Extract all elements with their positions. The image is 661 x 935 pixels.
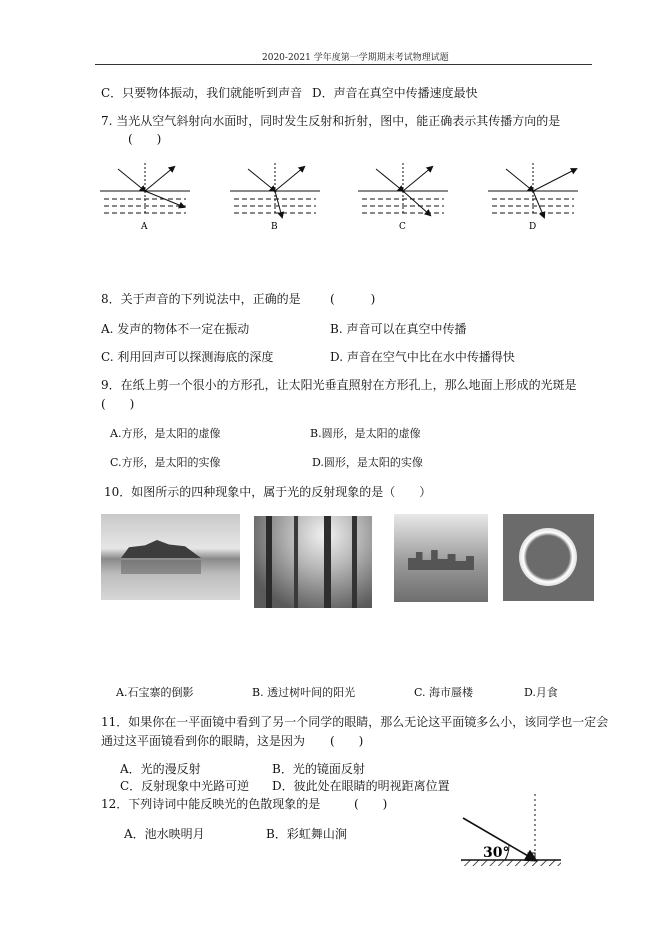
header-rule <box>95 64 592 65</box>
q7-label-d: D <box>529 222 537 232</box>
q11-blank: ( ) <box>330 734 364 748</box>
photo-eclipse <box>503 514 594 601</box>
q8-option-b: B. 声音可以在真空中传播 <box>330 322 467 336</box>
q9-option-b: B.圆形，是太阳的虚像 <box>310 427 421 440</box>
photo-mirage <box>394 514 488 602</box>
q12-option-b: B．彩虹舞山涧 <box>266 827 347 841</box>
q11-option-a: A．光的漫反射 <box>120 762 201 776</box>
q11-line1: 11．如果你在一平面镜中看到了另一个同学的眼睛，那么无论这平面镜多么小，该同学也一定会 <box>101 715 609 729</box>
q11-option-c: C．反射现象中光路可逆 <box>120 779 250 793</box>
q12-option-a: A．池水映明月 <box>124 827 205 841</box>
q9-option-d: D.圆形，是太阳的实像 <box>312 456 423 469</box>
q8-blank: ( ) <box>330 292 376 306</box>
q8-stem: 8．关于声音的下列说法中，正确的是 <box>101 292 301 306</box>
q7-blank: ( ) <box>128 132 162 146</box>
q9-stem: 9．在纸上剪一个很小的方形孔，让太阳光垂直照射在方形孔上，那么地面上形成的光斑是 <box>101 378 577 392</box>
q8-option-d: D. 声音在空气中比在水中传播得快 <box>330 350 515 364</box>
q7-label-b: B <box>271 222 278 232</box>
q9-option-a: A.方形，是太阳的虚像 <box>110 427 221 440</box>
q7-diagram <box>90 155 610 240</box>
q7-stem: 7. 当光从空气斜射向水面时，同时发生反射和折射，图中，能正确表示其传播方向的是 <box>101 114 561 128</box>
q9-option-c: C.方形，是太阳的实像 <box>110 456 221 469</box>
q11-option-b: B．光的镜面反射 <box>272 762 365 776</box>
q10-stem: 10．如图所示的四种现象中，属于光的反射现象的是（ ） <box>104 485 432 499</box>
q12-reflection-diagram <box>455 790 565 870</box>
q7-diagram-b <box>230 163 320 232</box>
photo-temple-reflection <box>101 514 240 600</box>
q12-angle-label: 30° <box>483 845 510 861</box>
q6-option-c: C．只要物体振动，我们就能听到声音 <box>101 86 303 100</box>
q10-option-d: D.月食 <box>524 686 558 699</box>
q6-option-d: D．声音在真空中传播速度最快 <box>312 86 478 100</box>
header-title: 2020-2021 学年度第一学期期末考试物理试题 <box>262 53 449 63</box>
q12-stem: 12．下列诗词中能反映光的色散现象的是 <box>101 797 321 811</box>
q10-option-c: C. 海市蜃楼 <box>414 686 474 699</box>
q11-option-d: D．彼此处在眼睛的明视距离位置 <box>272 779 450 793</box>
q7-diagram-c <box>358 163 448 232</box>
q7-diagram-d <box>488 163 578 232</box>
q8-option-c: C. 利用回声可以探测海底的深度 <box>101 350 274 364</box>
q10-option-a: A.石宝寨的倒影 <box>116 686 194 699</box>
q7-label-a: A <box>141 222 148 232</box>
q10-option-b: B. 透过树叶间的阳光 <box>252 686 356 699</box>
photo-sunlight-through-trees <box>254 516 372 608</box>
q12-blank: ( ) <box>354 797 388 811</box>
q7-diagram-a <box>100 163 190 232</box>
q11-line2: 通过这平面镜看到你的眼睛，这是因为 <box>101 734 306 748</box>
q8-option-a: A. 发声的物体不一定在振动 <box>101 322 250 336</box>
q7-label-c: C <box>399 222 406 232</box>
q9-blank: ( ) <box>101 397 135 411</box>
